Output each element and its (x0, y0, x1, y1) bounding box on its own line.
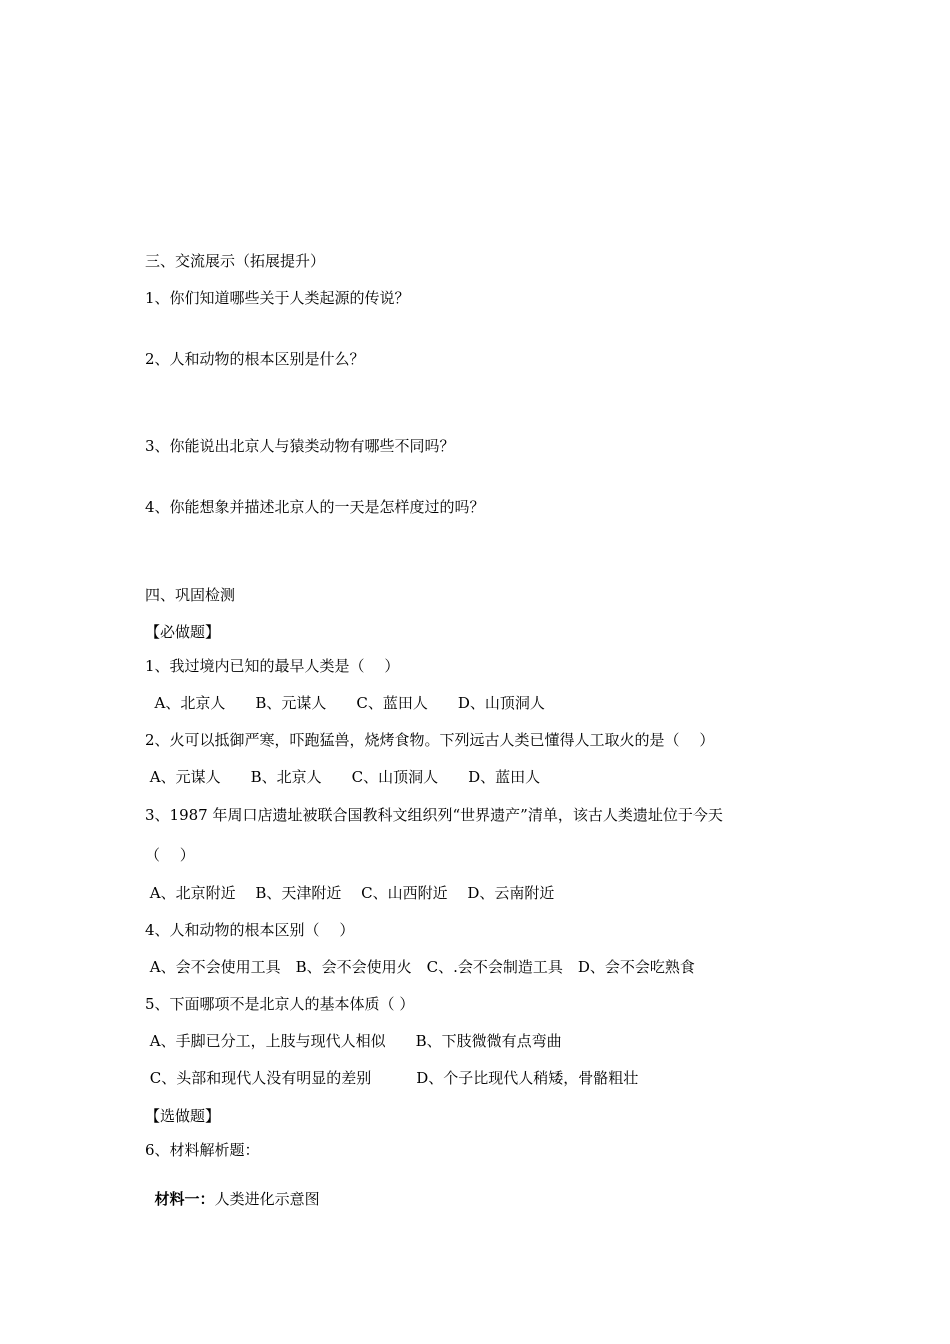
material-1-line (145, 1169, 320, 1209)
question-3-options: A、北京附近 B、天津附近 C、山西附近 D、云南附近 (145, 884, 555, 902)
optional-label: 【选做题】 (145, 1107, 221, 1125)
question-1: 1、我过境内已知的最早人类是（ ） (145, 657, 400, 675)
question-5: 5、下面哪项不是北京人的基本体质（ ） (145, 995, 415, 1013)
question-5-options-row-1: A、手脚已分工，上肢与现代人相似 B、下肢微微有点弯曲 (145, 1032, 562, 1050)
section-3-question-3: 3、你能说出北京人与猿类动物有哪些不同吗？ (145, 437, 455, 455)
question-4-options: A、会不会使用工具 B、会不会使用火 C、.会不会制造工具 D、会不会吃熟食 (145, 958, 695, 976)
question-5-options-row-2: C、头部和现代人没有明显的差别 D、个子比现代人稍矮，骨骼粗壮 (145, 1069, 639, 1087)
section-3-heading: 三、交流展示（拓展提升） (145, 252, 326, 270)
question-2-options: A、元谋人 B、北京人 C、山顶洞人 D、蓝田人 (145, 768, 541, 786)
question-6: 6、材料解析题： (145, 1141, 260, 1159)
question-3: 3、1987 年周口店遗址被联合国教科文组织列“世界遗产”清单，该古人类遗址位于今天 (145, 806, 723, 824)
question-1-options: A、北京人 B、元谋人 C、蓝田人 D、山顶洞人 (145, 694, 545, 712)
question-4: 4、人和动物的根本区别（ ） (145, 921, 355, 939)
required-label: 【必做题】 (145, 623, 221, 641)
section-3-question-4: 4、你能想象并描述北京人的一天是怎样度过的吗？ (145, 498, 485, 516)
question-3-continuation: （ ） (145, 846, 195, 864)
material-1-text: 人类进化示意图 (214, 1190, 320, 1208)
material-1-label: 材料一： (154, 1190, 215, 1208)
section-3-question-1: 1、你们知道哪些关于人类起源的传说？ (145, 289, 410, 307)
question-2: 2、火可以抵御严寒，吓跑猛兽，烧烤食物。下列远古人类已懂得人工取火的是（ ） (145, 731, 715, 749)
section-3-question-2: 2、人和动物的根本区别是什么？ (145, 350, 365, 368)
section-4-heading: 四、巩固检测 (145, 586, 236, 604)
